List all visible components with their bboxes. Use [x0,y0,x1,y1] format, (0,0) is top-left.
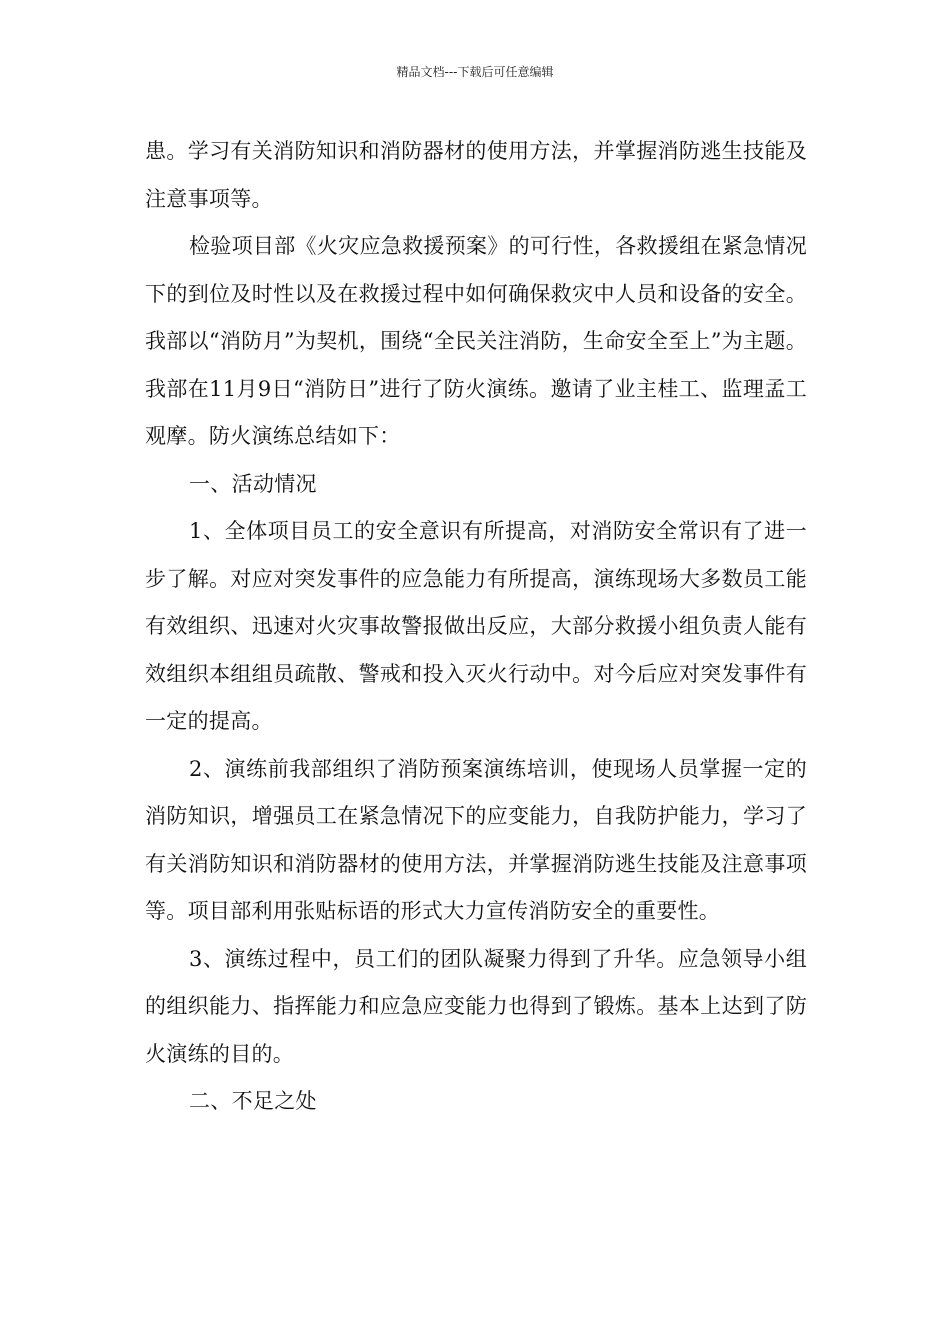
paragraph-item-2: 2、演练前我部组织了消防预案演练培训，使现场人员掌握一定的消防知识，增强员工在紧急情况下的应变能力，自我防护能力，学习了有关消防知识和消防器材的使用方法，并掌握消防逃生技能及注意事项等。项目部利用张贴标语的形式大力宣传消防安全的重要性。 [145,756,807,923]
section-heading-shortcomings: 二、不足之处 [189,1089,317,1113]
section-heading-activity: 一、活动情况 [189,471,317,496]
page-header: 精品文档---下载后可任意编辑 [396,65,554,79]
paragraph-intro: 检验项目部《火灾应急救援预案》的可行性，各救援组在紧急情况下的到位及时性以及在救援过程中如何确保救灾中人员和设备的安全。我部以“消防月”为契机，围绕“全民关注消防，生命安全至上”为主题。我部在11月9日“消防日”进行了防火演练。邀请了业主桂工、监理孟工观摩。防火演练总结如下： [145,234,807,448]
paragraph-continuation: 患。学习有关消防知识和消防器材的使用方法，并掌握消防逃生技能及注意事项等。 [145,139,807,211]
paragraph-item-3: 3、演练过程中，员工们的团队凝聚力得到了升华。应急领导小组的组织能力、指挥能力和应急应变能力也得到了锻炼。基本上达到了防火演练的目的。 [145,946,807,1066]
document-body [145,128,807,1126]
paragraph-item-1: 1、全体项目员工的安全意识有所提高，对消防安全常识有了进一步了解。对应对突发事件的应急能力有所提高，演练现场大多数员工能有效组织、迅速对火灾事故警报做出反应，大部分救援小组负责人能有效组织本组组员疏散、警戒和投入灭火行动中。对今后应对突发事件有一定的提高。 [145,519,807,733]
